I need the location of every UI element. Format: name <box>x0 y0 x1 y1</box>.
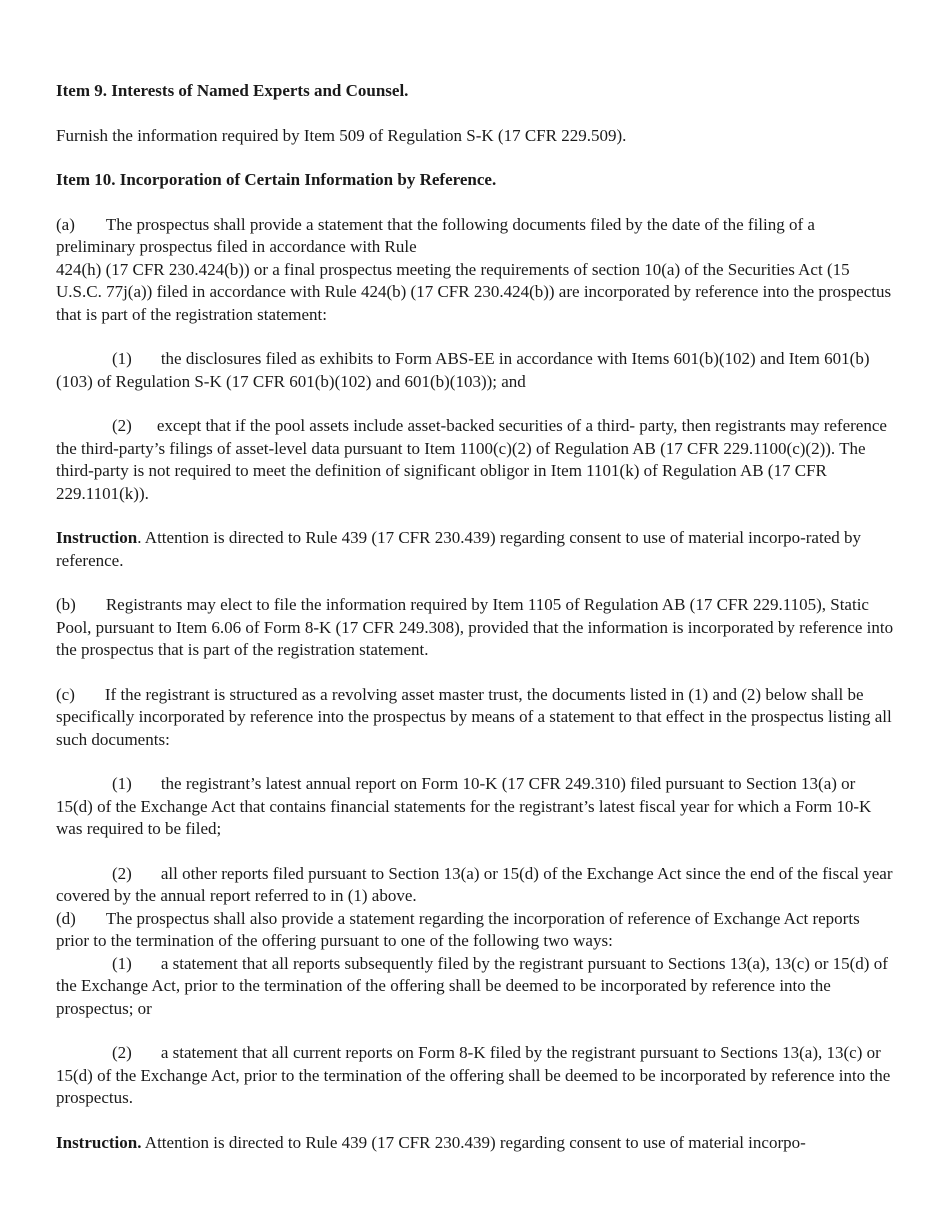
item10-d-label: (d) <box>56 908 76 928</box>
item10-a2-label: (2) <box>112 416 132 435</box>
item10-c-paragraph <box>56 684 896 752</box>
instruction-2-label: Instruction. <box>56 1132 142 1152</box>
item10-a-line1: The prospectus shall provide a statement that the following documents filed by the date of the filing of a preliminary prospectus filed in accordance with Rule <box>56 214 815 256</box>
item10-b-paragraph <box>56 594 896 662</box>
item10-c1-text: the registrant’s latest annual report on Form 10-K (17 CFR 249.310) filed pursuant to Section 13(a) or 15(d) of the Exchange Act that contains financial statements for the registrant’s latest fiscal year for which a Form 10-K was required to be filed; <box>56 774 872 838</box>
item10-a2-text: except that if the pool assets include asset-backed securities of a third- party, then registrants may reference the third-party’s filings of asset-level data pursuant to Item 1100(c)(2) of Regulation AB (17 CFR 229.1100(c)(2)). The third-party is not required to meet the definition of significant obligor in Item 1101(k) of Regulation AB (17 CFR <box>56 416 887 480</box>
item10-c2-paragraph <box>56 863 896 908</box>
instruction-2 <box>56 1132 896 1155</box>
item10-a-paragraph <box>56 214 896 259</box>
item10-d-text: The prospectus shall also provide a statement regarding the incorporation of reference of Exchange Act reports prior to the termination of the offering pursuant to one of the following two ways: <box>56 908 860 950</box>
item10-a1-label: (1) <box>112 349 132 368</box>
item10-c-text: If the registrant is structured as a revolving asset master trust, the documents listed in (1) and (2) below shall be specifically incorporated by reference into the prospectus by means of a statement to that effect in the prospectus listing all such documents: <box>56 684 892 749</box>
instruction-1 <box>56 527 896 572</box>
item10-a1-paragraph <box>56 348 896 393</box>
item10-d1-text: a statement that all reports subsequently filed by the registrant pursuant to Sections 13(a), 13(c) or 15(d) of the Exchange Act, prior to the termination of the offering shall be deemed to be incorporated by reference into the prospectus; or <box>56 953 888 1018</box>
item10-c1-paragraph <box>56 773 896 841</box>
instruction-1-text: . Attention is directed to Rule 439 (17 CFR 230.439) regarding consent to use of material incorpo-rated by reference. <box>56 528 861 570</box>
item9-heading: Item 9. Interests of Named Experts and Counsel. <box>56 81 409 100</box>
item10-a-label: (a) <box>56 214 75 234</box>
item10-b-label: (b) <box>56 595 76 614</box>
instruction-2-text: Attention is directed to Rule 439 (17 CFR 230.439) regarding consent to use of material incorpo- <box>141 1132 806 1152</box>
item10-d2-label: (2) <box>112 1043 132 1062</box>
item10-a-line2: 424(h) (17 CFR 230.424(b)) or a final prospectus meeting the requirements of section 10(a) of the Securities Act (15 U.S.C. 77j(a)) filed in accordance with Rule 424(b) (17 CFR 230.424(b)) are incorporated by reference into the prospectus that is part of the registration statement: <box>56 259 892 324</box>
item10-d-paragraph <box>56 908 896 953</box>
item9-text: Furnish the information required by Item 509 of Regulation S-K (17 CFR 229.509). <box>56 125 627 145</box>
document-page <box>56 80 896 1154</box>
instruction-1-label: Instruction <box>56 528 138 547</box>
item10-d2-text: a statement that all current reports on Form 8-K filed by the registrant pursuant to Sections 13(a), 13(c) or 15(d) of the Exchange Act, prior to the termination of the offering shall be deemed to be incorporated by reference into the prospectus. <box>56 1043 891 1107</box>
item10-c-label: (c) <box>56 684 75 704</box>
item10-a2-text2: 229.1101(k)). <box>56 483 149 503</box>
item10-d1-label: (1) <box>112 953 132 973</box>
item10-a1-text: the disclosures filed as exhibits to Form ABS-EE in accordance with Items 601(b)(102) and Item 601(b)(103) of Regulation S-K (17 CFR 601(b)(102) and 601(b)(103)); and <box>56 349 870 391</box>
item10-b-text: Registrants may elect to file the information required by Item 1105 of Regulation AB (17 CFR 229.1105), Static Pool, pursuant to Item 6.06 of Form 8-K (17 CFR 249.308), provided that the information is incorporated by reference into the prospectus that is part of the registration statement. <box>56 595 894 659</box>
item10-c2-text: all other reports filed pursuant to Section 13(a) or 15(d) of the Exchange Act since the end of the fiscal year covered by the annual report referred to in (1) above. <box>56 863 893 905</box>
item10-a2-paragraph <box>56 415 896 483</box>
item10-d2-paragraph <box>56 1042 896 1110</box>
item10-c1-label: (1) <box>112 774 132 793</box>
item10-heading: Item 10. Incorporation of Certain Information by Reference. <box>56 170 497 189</box>
item10-c2-label: (2) <box>112 863 132 883</box>
item10-d1-paragraph <box>56 953 896 1021</box>
